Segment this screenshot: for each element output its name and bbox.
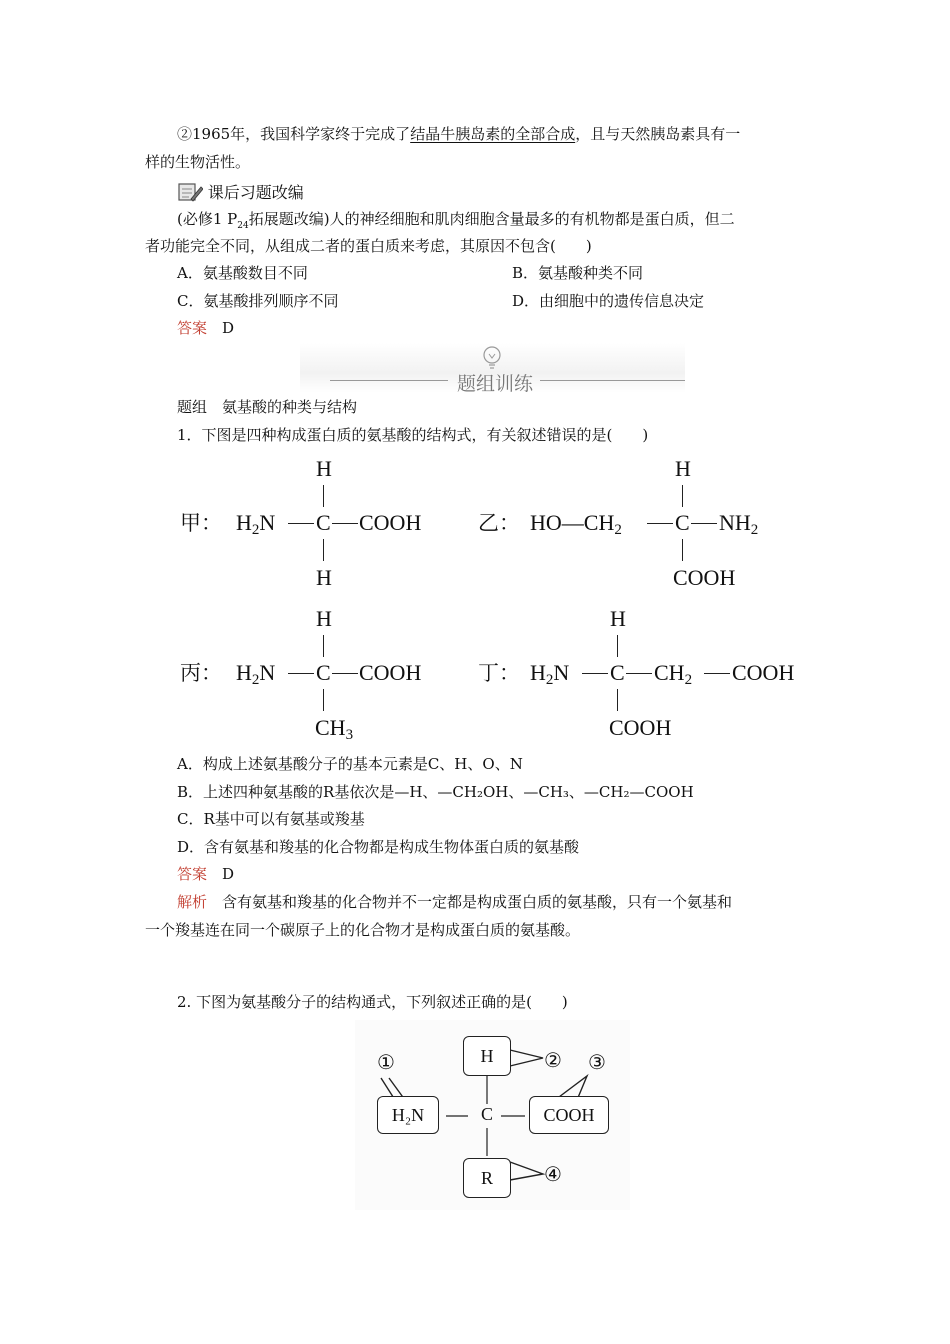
group-title: 题组 氨基酸的种类与结构 (177, 398, 358, 416)
amino-group: $H_2N$ (236, 510, 276, 538)
amino-group: $H_2N$ (236, 660, 276, 688)
q1-analysis-line-1: 解析 含有氨基和羧基的化合物并不一定都是构成蛋白质的氨基酸，只有一个氨基和 (177, 893, 733, 911)
q0-option-b: B．氨基酸种类不同 (512, 264, 644, 282)
q0-line-1: (必修1 $P_{24}$拓展题改编)人的神经细胞和肌肉细胞含量最多的有机物都是蛋白质，但二 (177, 210, 735, 231)
bond (682, 539, 683, 561)
r-group: H (316, 565, 332, 590)
q0-option-a: A．氨基酸数目不同 (177, 264, 308, 282)
exercise-header (177, 180, 304, 203)
alpha-carbon: C (316, 660, 331, 685)
answer-label: 答案 (177, 319, 208, 337)
bond (582, 673, 608, 674)
q1-answer: 答案 D (177, 865, 235, 883)
q1-option-c: C．R基中可以有氨基或羧基 (177, 810, 365, 828)
carboxyl-group: COOH (673, 565, 736, 590)
amino-group-box: H₂N (377, 1096, 439, 1134)
bond (323, 635, 324, 657)
r-group: $CH_3$ (315, 715, 354, 743)
bond (323, 539, 324, 561)
exercise-header-text: 课后习题改编 (207, 183, 304, 202)
q2-stem: 2. 下图为氨基酸分子的结构通式，下列叙述正确的是( ) (177, 993, 568, 1011)
bond (288, 523, 314, 524)
alpha-carbon: C (610, 660, 625, 685)
alpha-carbon: C (675, 510, 690, 535)
r-group-box: R (463, 1158, 511, 1198)
banner-rule-right (540, 380, 685, 381)
q0-line-2: 者功能完全不同，从组成二者的蛋白质来考虑，其原因不包含( ) (145, 237, 592, 255)
bond (704, 673, 730, 674)
q0-option-d: D．由细胞中的遗传信息决定 (512, 292, 705, 310)
q1-option-a: A．构成上述氨基酸分子的基本元素是C、H、O、N (177, 755, 523, 773)
bond (626, 673, 652, 674)
structure-label: 乙： (478, 511, 520, 535)
carboxyl-group: COOH (609, 715, 672, 740)
bond (323, 485, 324, 507)
r-carboxyl-group: COOH (732, 660, 795, 685)
lightbulb-icon (481, 345, 503, 369)
carboxyl-group-box: COOH (529, 1096, 609, 1134)
alpha-carbon: C (316, 510, 331, 535)
amino-acid-general-formula-diagram (355, 1020, 630, 1210)
structure-label: 丙： (180, 661, 222, 685)
hydrogen-box: H (463, 1036, 511, 1076)
marker-4: ④ (544, 1162, 562, 1186)
carbon-atom: C (480, 1104, 493, 1124)
bond (288, 673, 314, 674)
q1-analysis-line-2: 一个羧基连在同一个碳原子上的化合物才是构成蛋白质的氨基酸。 (145, 921, 581, 939)
amino-group: $H_2N$ (530, 660, 570, 688)
intro-line-1: ②1965年，我国科学家终于完成了结晶牛胰岛素的全部合成，且与天然胰岛素具有一 (177, 125, 741, 143)
section-banner (300, 343, 685, 393)
pencil-notebook-icon (177, 181, 203, 203)
carboxyl-group: COOH (359, 510, 422, 535)
bond (617, 635, 618, 657)
answer-label: 答案 (177, 865, 208, 883)
marker-2: ② (544, 1048, 562, 1072)
q1-stem: 1．下图是四种构成蛋白质的氨基酸的结构式，有关叙述错误的是( ) (177, 426, 649, 444)
analysis-label: 解析 (177, 893, 208, 911)
q1-option-b: B．上述四种氨基酸的R基依次是—H、—CH₂OH、—CH₃、—CH₂—COOH (177, 783, 694, 801)
banner-rule-left (330, 380, 448, 381)
intro-line-2: 样的生物活性。 (145, 153, 251, 171)
structure-label: 甲： (180, 511, 222, 535)
bond (682, 485, 683, 507)
bond (323, 689, 324, 711)
bond (691, 523, 717, 524)
bond (332, 673, 358, 674)
structure-label: 丁： (478, 661, 520, 685)
marker-1: ① (377, 1050, 395, 1074)
r-group: $HO—CH_2$ (530, 510, 622, 538)
top-atom: H (316, 606, 332, 631)
bond (647, 523, 673, 524)
bond (617, 689, 618, 711)
underlined-phrase: 结晶牛胰岛素的全部合成 (410, 125, 576, 143)
amino-group: $NH_2$ (719, 510, 759, 538)
methylene-group: $CH_2$ (654, 660, 693, 688)
marker-3: ③ (588, 1050, 606, 1074)
top-atom: H (610, 606, 626, 631)
bond (332, 523, 358, 524)
top-atom: H (316, 456, 332, 481)
top-atom: H (675, 456, 691, 481)
q0-option-c: C．氨基酸排列顺序不同 (177, 292, 339, 310)
q0-answer: 答案 D (177, 319, 235, 337)
banner-title: 题组训练 (456, 373, 533, 395)
carboxyl-group: COOH (359, 660, 422, 685)
q1-option-d: D．含有氨基和羧基的化合物都是构成生物体蛋白质的氨基酸 (177, 838, 580, 856)
